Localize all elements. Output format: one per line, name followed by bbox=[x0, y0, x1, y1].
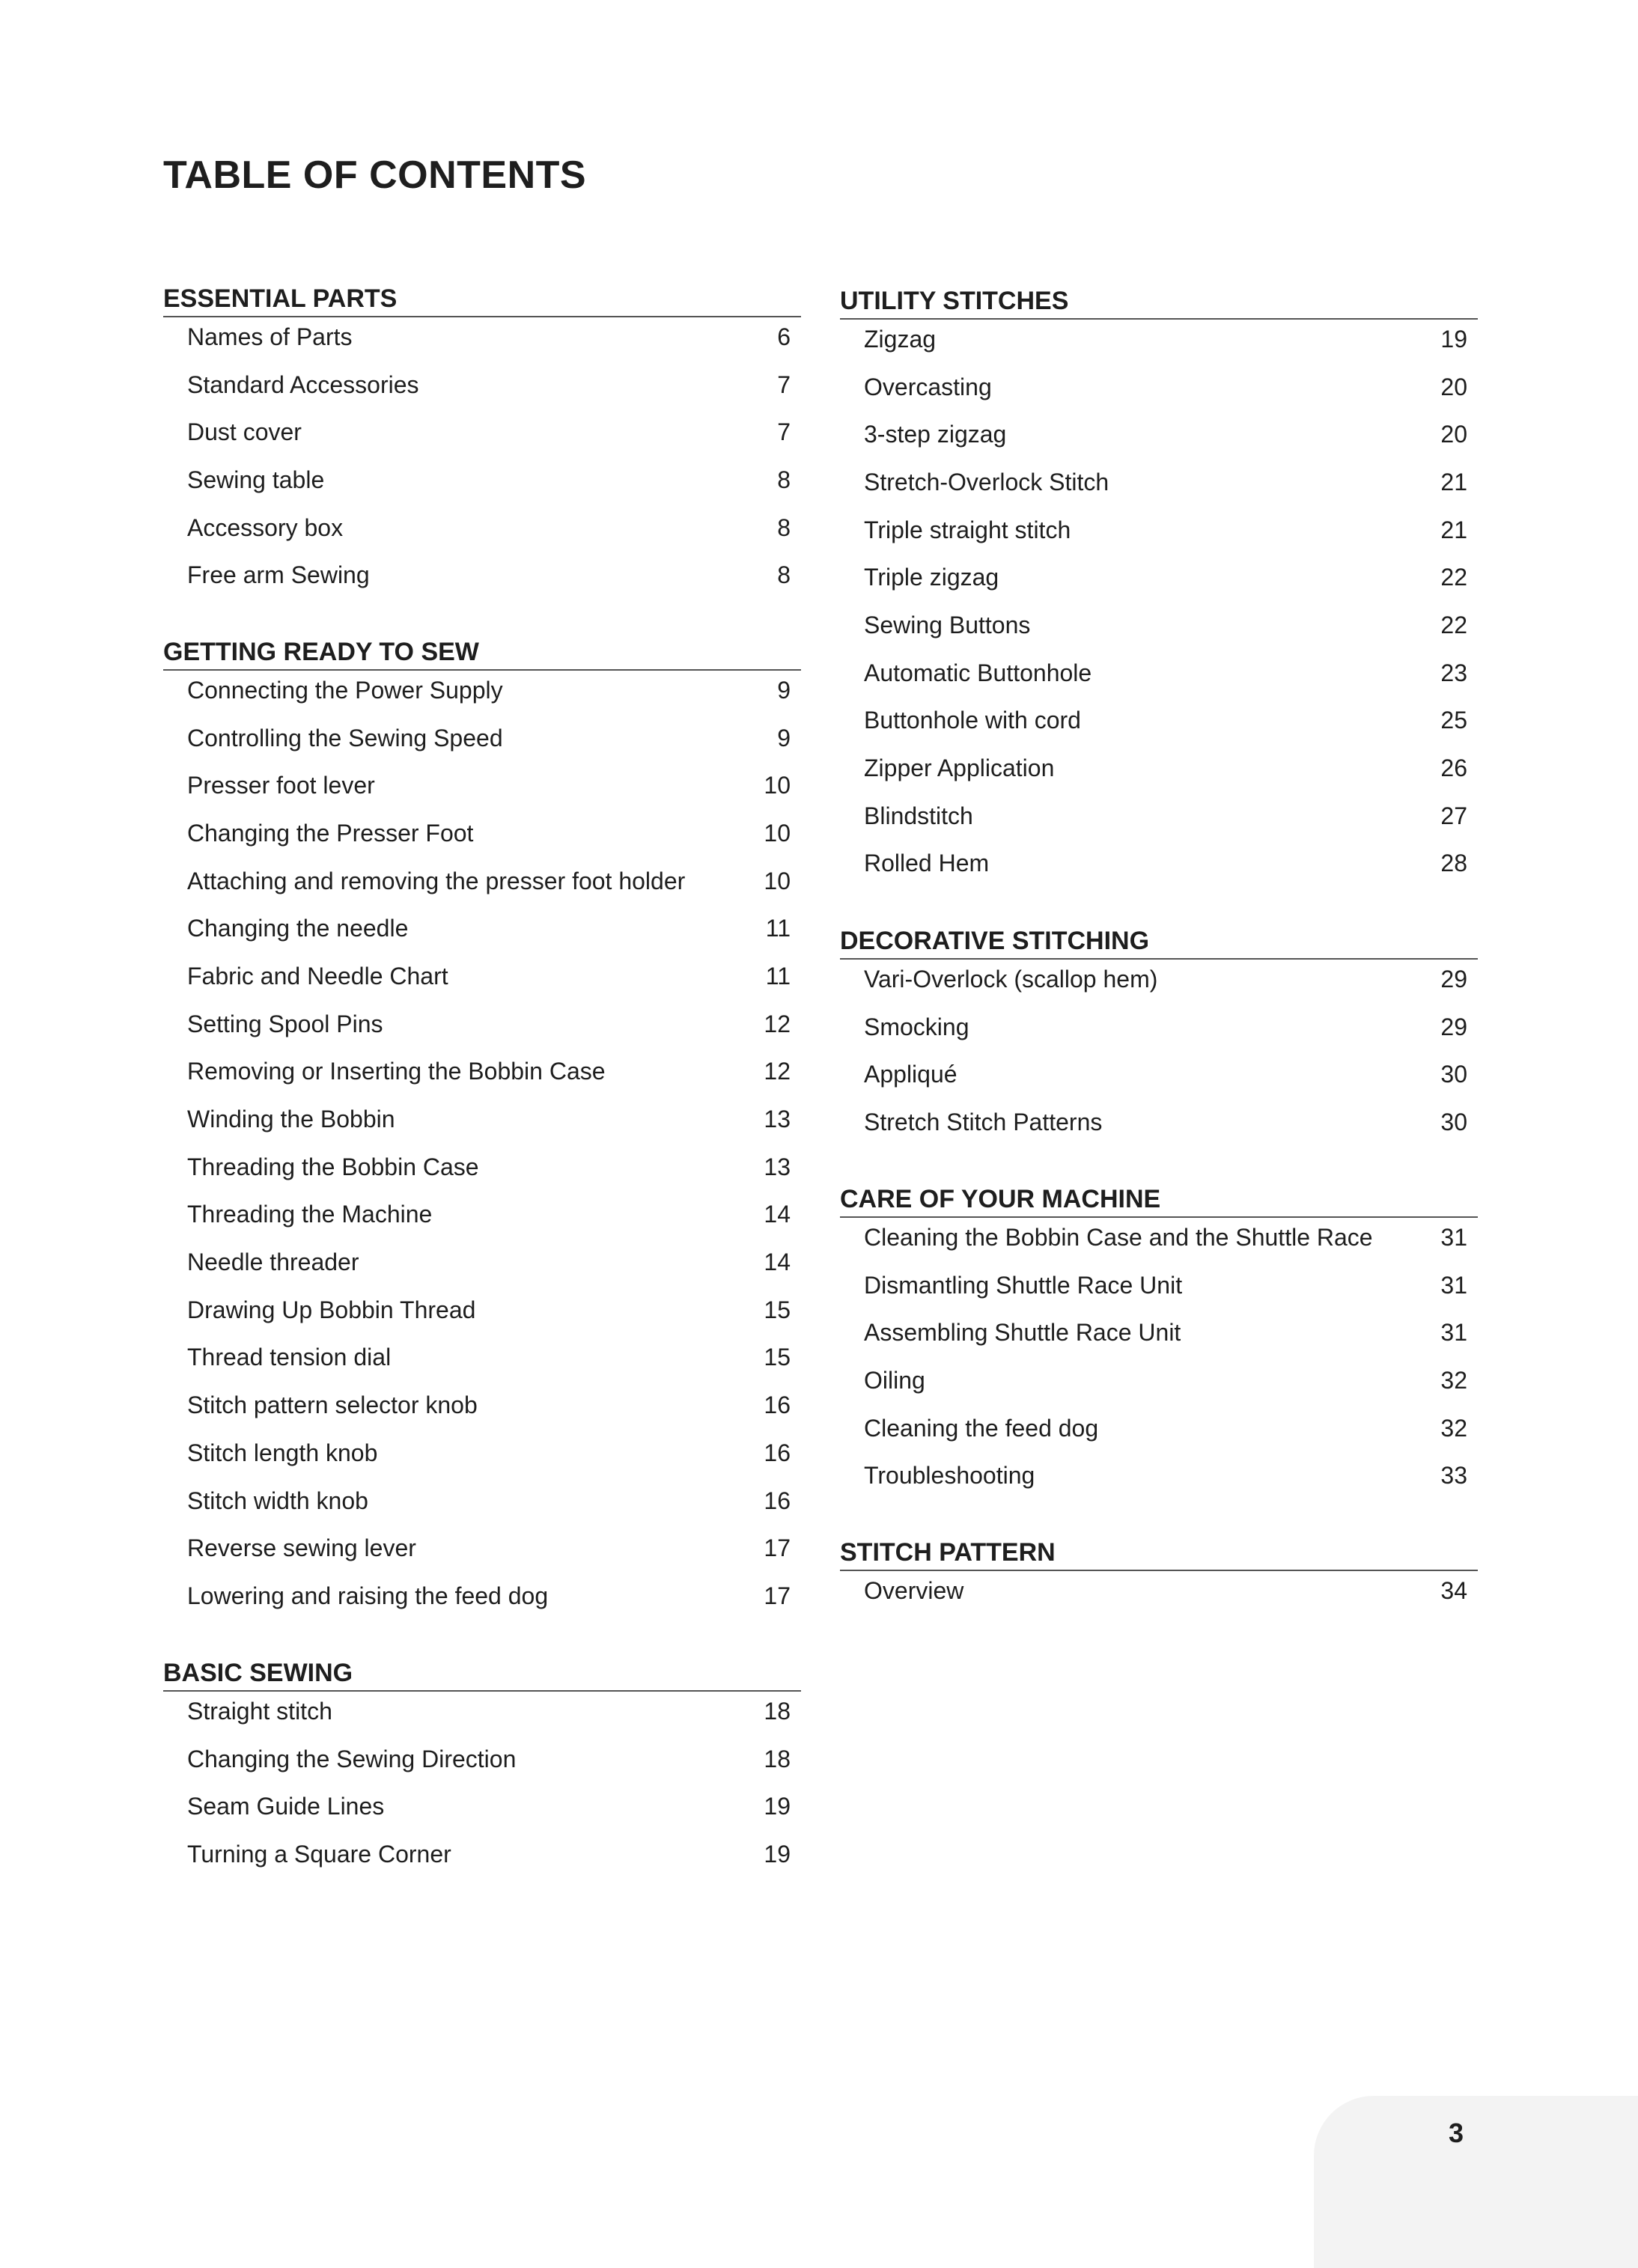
toc-entry-label: Free arm Sewing bbox=[187, 561, 370, 589]
toc-entry-page: 16 bbox=[764, 1487, 791, 1514]
toc-entry-page: 15 bbox=[764, 1296, 791, 1323]
toc-entry[interactable] bbox=[840, 955, 1478, 1003]
toc-entry-label: Threading the Machine bbox=[187, 1201, 433, 1228]
toc-entry[interactable] bbox=[163, 1477, 801, 1525]
toc-entry[interactable] bbox=[840, 601, 1478, 649]
toc-entry-label: Stretch Stitch Patterns bbox=[864, 1108, 1103, 1135]
toc-entry-page: 10 bbox=[764, 819, 791, 847]
toc-entry-label: Smocking bbox=[864, 1013, 969, 1040]
toc-entry-label: Troubleshooting bbox=[864, 1462, 1035, 1490]
toc-entry-page: 22 bbox=[1440, 611, 1467, 638]
toc-entry-page: 8 bbox=[777, 466, 791, 493]
toc-entry[interactable] bbox=[163, 504, 801, 552]
toc-entry[interactable] bbox=[163, 1095, 801, 1143]
toc-entry-label: 3-step zigzag bbox=[864, 421, 1007, 448]
toc-entry-label: Sewing Buttons bbox=[864, 611, 1031, 638]
toc-entry-label: Straight stitch bbox=[187, 1697, 332, 1725]
toc-entry[interactable] bbox=[163, 952, 801, 1000]
toc-section bbox=[840, 285, 1478, 887]
toc-entry[interactable] bbox=[163, 761, 801, 809]
toc-entry[interactable] bbox=[163, 1334, 801, 1382]
toc-entry-label: Thread tension dial bbox=[187, 1344, 392, 1371]
toc-entry[interactable] bbox=[840, 506, 1478, 554]
toc-entry-page: 13 bbox=[764, 1153, 791, 1180]
toc-entry-page: 21 bbox=[1440, 468, 1467, 496]
toc-entry[interactable] bbox=[840, 1098, 1478, 1146]
toc-entry-page: 18 bbox=[764, 1697, 791, 1725]
toc-list bbox=[163, 313, 801, 599]
toc-entry-label: Oiling bbox=[864, 1366, 925, 1394]
toc-entry[interactable] bbox=[163, 714, 801, 762]
toc-entry-page: 34 bbox=[1440, 1576, 1467, 1604]
toc-entry-page: 17 bbox=[764, 1582, 791, 1609]
toc-section bbox=[840, 1183, 1478, 1499]
toc-entry-label: Appliqué bbox=[864, 1061, 957, 1088]
toc-entry[interactable] bbox=[163, 361, 801, 409]
toc-entry[interactable] bbox=[163, 1381, 801, 1429]
toc-entry-page: 12 bbox=[764, 1010, 791, 1037]
page-title: TABLE OF CONTENTS bbox=[163, 153, 587, 197]
section-heading: STITCH PATTERN bbox=[840, 1537, 1478, 1571]
toc-entry-label: Automatic Buttonhole bbox=[864, 659, 1092, 686]
toc-entry-label: Seam Guide Lines bbox=[187, 1793, 385, 1820]
section-heading: UTILITY STITCHES bbox=[840, 285, 1478, 320]
toc-entry-page: 10 bbox=[764, 867, 791, 894]
toc-entry[interactable] bbox=[840, 792, 1478, 840]
toc-entry-page: 30 bbox=[1440, 1061, 1467, 1088]
toc-entry[interactable] bbox=[840, 1003, 1478, 1051]
toc-entry[interactable] bbox=[163, 456, 801, 504]
section-heading: GETTING READY TO SEW bbox=[163, 636, 801, 671]
toc-entry-page: 27 bbox=[1440, 802, 1467, 829]
toc-entry-label: Zigzag bbox=[864, 325, 937, 353]
toc-section bbox=[840, 1537, 1478, 1615]
toc-entry-label: Connecting the Power Supply bbox=[187, 676, 503, 704]
toc-entry-label: Rolled Hem bbox=[864, 850, 990, 877]
section-heading: CARE OF YOUR MACHINE bbox=[840, 1183, 1478, 1218]
toc-entry-label: Lowering and raising the feed dog bbox=[187, 1582, 549, 1609]
toc-entry[interactable] bbox=[163, 1191, 801, 1239]
toc-entry-label: Vari-Overlock (scallop hem) bbox=[864, 965, 1158, 993]
toc-entry-label: Removing or Inserting the Bobbin Case bbox=[187, 1058, 606, 1085]
toc-list bbox=[840, 315, 1478, 887]
toc-entry-page: 11 bbox=[765, 915, 791, 942]
toc-entry-page: 13 bbox=[764, 1106, 791, 1133]
toc-entry-page: 23 bbox=[1440, 659, 1467, 686]
toc-entry-page: 6 bbox=[777, 323, 791, 350]
toc-entry-page: 18 bbox=[764, 1745, 791, 1772]
toc-entry-page: 25 bbox=[1440, 707, 1467, 734]
toc-entry-page: 8 bbox=[777, 513, 791, 541]
toc-entry[interactable] bbox=[840, 1567, 1478, 1615]
toc-entry-page: 31 bbox=[1440, 1319, 1467, 1347]
toc-entry-page: 31 bbox=[1440, 1271, 1467, 1299]
toc-entry[interactable] bbox=[163, 1286, 801, 1334]
toc-entry-label: Attaching and removing the presser foot holder bbox=[187, 867, 686, 894]
toc-entry-label: Presser foot lever bbox=[187, 772, 375, 799]
toc-section bbox=[163, 636, 801, 1620]
toc-entry-label: Cleaning the Bobbin Case and the Shuttle Race bbox=[864, 1223, 1373, 1251]
toc-list bbox=[163, 1687, 801, 1878]
toc-entry-page: 29 bbox=[1440, 1013, 1467, 1040]
toc-entry[interactable] bbox=[840, 315, 1478, 363]
toc-entry-label: Turning a Square Corner bbox=[187, 1840, 451, 1868]
toc-entry-page: 21 bbox=[1440, 516, 1467, 543]
toc-entry[interactable] bbox=[163, 551, 801, 599]
toc-entry-page: 8 bbox=[777, 561, 791, 589]
toc-entry[interactable] bbox=[163, 1000, 801, 1048]
toc-entry-label: Reverse sewing lever bbox=[187, 1534, 416, 1562]
toc-entry[interactable] bbox=[163, 1782, 801, 1830]
toc-entry[interactable] bbox=[163, 1687, 801, 1735]
toc-entry-label: Accessory box bbox=[187, 513, 344, 541]
toc-entry[interactable] bbox=[840, 410, 1478, 458]
toc-entry-label: Changing the needle bbox=[187, 915, 409, 942]
toc-entry-page: 16 bbox=[764, 1391, 791, 1419]
toc-entry-page: 19 bbox=[764, 1840, 791, 1868]
toc-entry-label: Setting Spool Pins bbox=[187, 1010, 383, 1037]
toc-entry-page: 33 bbox=[1440, 1462, 1467, 1490]
toc-entry-page: 22 bbox=[1440, 564, 1467, 591]
toc-entry[interactable] bbox=[163, 1143, 801, 1191]
toc-entry[interactable] bbox=[840, 363, 1478, 411]
toc-entry[interactable] bbox=[840, 697, 1478, 745]
page-number: 3 bbox=[1448, 2118, 1464, 2148]
toc-entry[interactable] bbox=[840, 1261, 1478, 1309]
toc-list bbox=[840, 1567, 1478, 1615]
toc-entry-page: 19 bbox=[1440, 325, 1467, 353]
toc-entry-page: 20 bbox=[1440, 373, 1467, 400]
toc-list bbox=[163, 666, 801, 1620]
toc-entry[interactable] bbox=[840, 1404, 1478, 1452]
toc-entry-label: Blindstitch bbox=[864, 802, 973, 829]
toc-entry[interactable] bbox=[840, 840, 1478, 888]
toc-entry[interactable] bbox=[840, 1451, 1478, 1499]
toc-entry-label: Cleaning the feed dog bbox=[864, 1414, 1099, 1442]
toc-entry[interactable] bbox=[163, 1735, 801, 1783]
toc-entry-label: Needle threader bbox=[187, 1249, 359, 1276]
section-heading: DECORATIVE STITCHING bbox=[840, 925, 1478, 960]
toc-entry-page: 7 bbox=[777, 371, 791, 398]
toc-section bbox=[163, 283, 801, 599]
toc-entry[interactable] bbox=[840, 744, 1478, 792]
toc-entry[interactable] bbox=[840, 1050, 1478, 1098]
toc-list bbox=[840, 1213, 1478, 1499]
toc-entry-page: 16 bbox=[764, 1439, 791, 1466]
section-heading: ESSENTIAL PARTS bbox=[163, 283, 801, 317]
toc-entry-label: Triple straight stitch bbox=[864, 516, 1071, 543]
toc-entry[interactable] bbox=[163, 1572, 801, 1620]
toc-list bbox=[840, 955, 1478, 1146]
toc-entry-page: 9 bbox=[777, 676, 791, 704]
toc-entry-label: Winding the Bobbin bbox=[187, 1106, 395, 1133]
toc-entry-label: Names of Parts bbox=[187, 323, 353, 350]
toc-entry-label: Dismantling Shuttle Race Unit bbox=[864, 1271, 1183, 1299]
toc-entry-label: Sewing table bbox=[187, 466, 325, 493]
toc-entry-label: Changing the Presser Foot bbox=[187, 819, 474, 847]
toc-entry[interactable] bbox=[163, 408, 801, 456]
toc-entry[interactable] bbox=[840, 458, 1478, 506]
toc-entry-page: 9 bbox=[777, 724, 791, 752]
toc-entry-label: Dust cover bbox=[187, 418, 302, 446]
toc-entry[interactable] bbox=[163, 904, 801, 952]
toc-entry[interactable] bbox=[163, 1830, 801, 1878]
toc-entry-page: 10 bbox=[764, 772, 791, 799]
toc-entry[interactable] bbox=[163, 809, 801, 857]
toc-entry-label: Assembling Shuttle Race Unit bbox=[864, 1319, 1181, 1347]
toc-entry-label: Overview bbox=[864, 1576, 964, 1604]
toc-entry-page: 20 bbox=[1440, 421, 1467, 448]
toc-entry-label: Stitch pattern selector knob bbox=[187, 1391, 478, 1419]
toc-entry-page: 32 bbox=[1440, 1414, 1467, 1442]
toc-entry-page: 31 bbox=[1440, 1223, 1467, 1251]
toc-entry[interactable] bbox=[163, 857, 801, 905]
toc-section bbox=[840, 925, 1478, 1146]
toc-entry-label: Standard Accessories bbox=[187, 371, 419, 398]
toc-entry[interactable] bbox=[163, 313, 801, 361]
toc-entry[interactable] bbox=[163, 1238, 801, 1286]
toc-entry-page: 26 bbox=[1440, 755, 1467, 782]
toc-entry-label: Changing the Sewing Direction bbox=[187, 1745, 517, 1772]
toc-entry-label: Triple zigzag bbox=[864, 564, 999, 591]
toc-entry-page: 17 bbox=[764, 1534, 791, 1562]
toc-entry-page: 28 bbox=[1440, 850, 1467, 877]
toc-entry-page: 14 bbox=[764, 1201, 791, 1228]
toc-entry-label: Zipper Application bbox=[864, 755, 1055, 782]
toc-entry-page: 14 bbox=[764, 1249, 791, 1276]
toc-entry-page: 29 bbox=[1440, 965, 1467, 993]
toc-entry-label: Drawing Up Bobbin Thread bbox=[187, 1296, 476, 1323]
toc-entry-page: 12 bbox=[764, 1058, 791, 1085]
toc-entry-page: 32 bbox=[1440, 1366, 1467, 1394]
toc-entry[interactable] bbox=[840, 1308, 1478, 1356]
toc-entry[interactable] bbox=[840, 1213, 1478, 1261]
toc-entry-label: Controlling the Sewing Speed bbox=[187, 724, 503, 752]
toc-entry-page: 30 bbox=[1440, 1108, 1467, 1135]
toc-entry-page: 15 bbox=[764, 1344, 791, 1371]
toc-entry-label: Stitch length knob bbox=[187, 1439, 378, 1466]
toc-entry[interactable] bbox=[163, 1429, 801, 1477]
toc-entry-page: 19 bbox=[764, 1793, 791, 1820]
toc-entry-label: Stretch-Overlock Stitch bbox=[864, 468, 1109, 496]
toc-entry-label: Threading the Bobbin Case bbox=[187, 1153, 479, 1180]
toc-entry[interactable] bbox=[163, 666, 801, 714]
toc-entry-page: 7 bbox=[777, 418, 791, 446]
toc-entry[interactable] bbox=[840, 1356, 1478, 1404]
toc-entry-label: Overcasting bbox=[864, 373, 992, 400]
toc-entry-label: Stitch width knob bbox=[187, 1487, 368, 1514]
toc-entry-label: Fabric and Needle Chart bbox=[187, 962, 448, 990]
toc-entry-label: Buttonhole with cord bbox=[864, 707, 1081, 734]
toc-entry[interactable] bbox=[163, 1048, 801, 1096]
toc-entry-page: 11 bbox=[765, 962, 791, 990]
toc-entry[interactable] bbox=[840, 553, 1478, 601]
section-heading: BASIC SEWING bbox=[163, 1657, 801, 1692]
toc-entry[interactable] bbox=[840, 649, 1478, 697]
toc-entry[interactable] bbox=[163, 1524, 801, 1572]
toc-section bbox=[163, 1657, 801, 1878]
